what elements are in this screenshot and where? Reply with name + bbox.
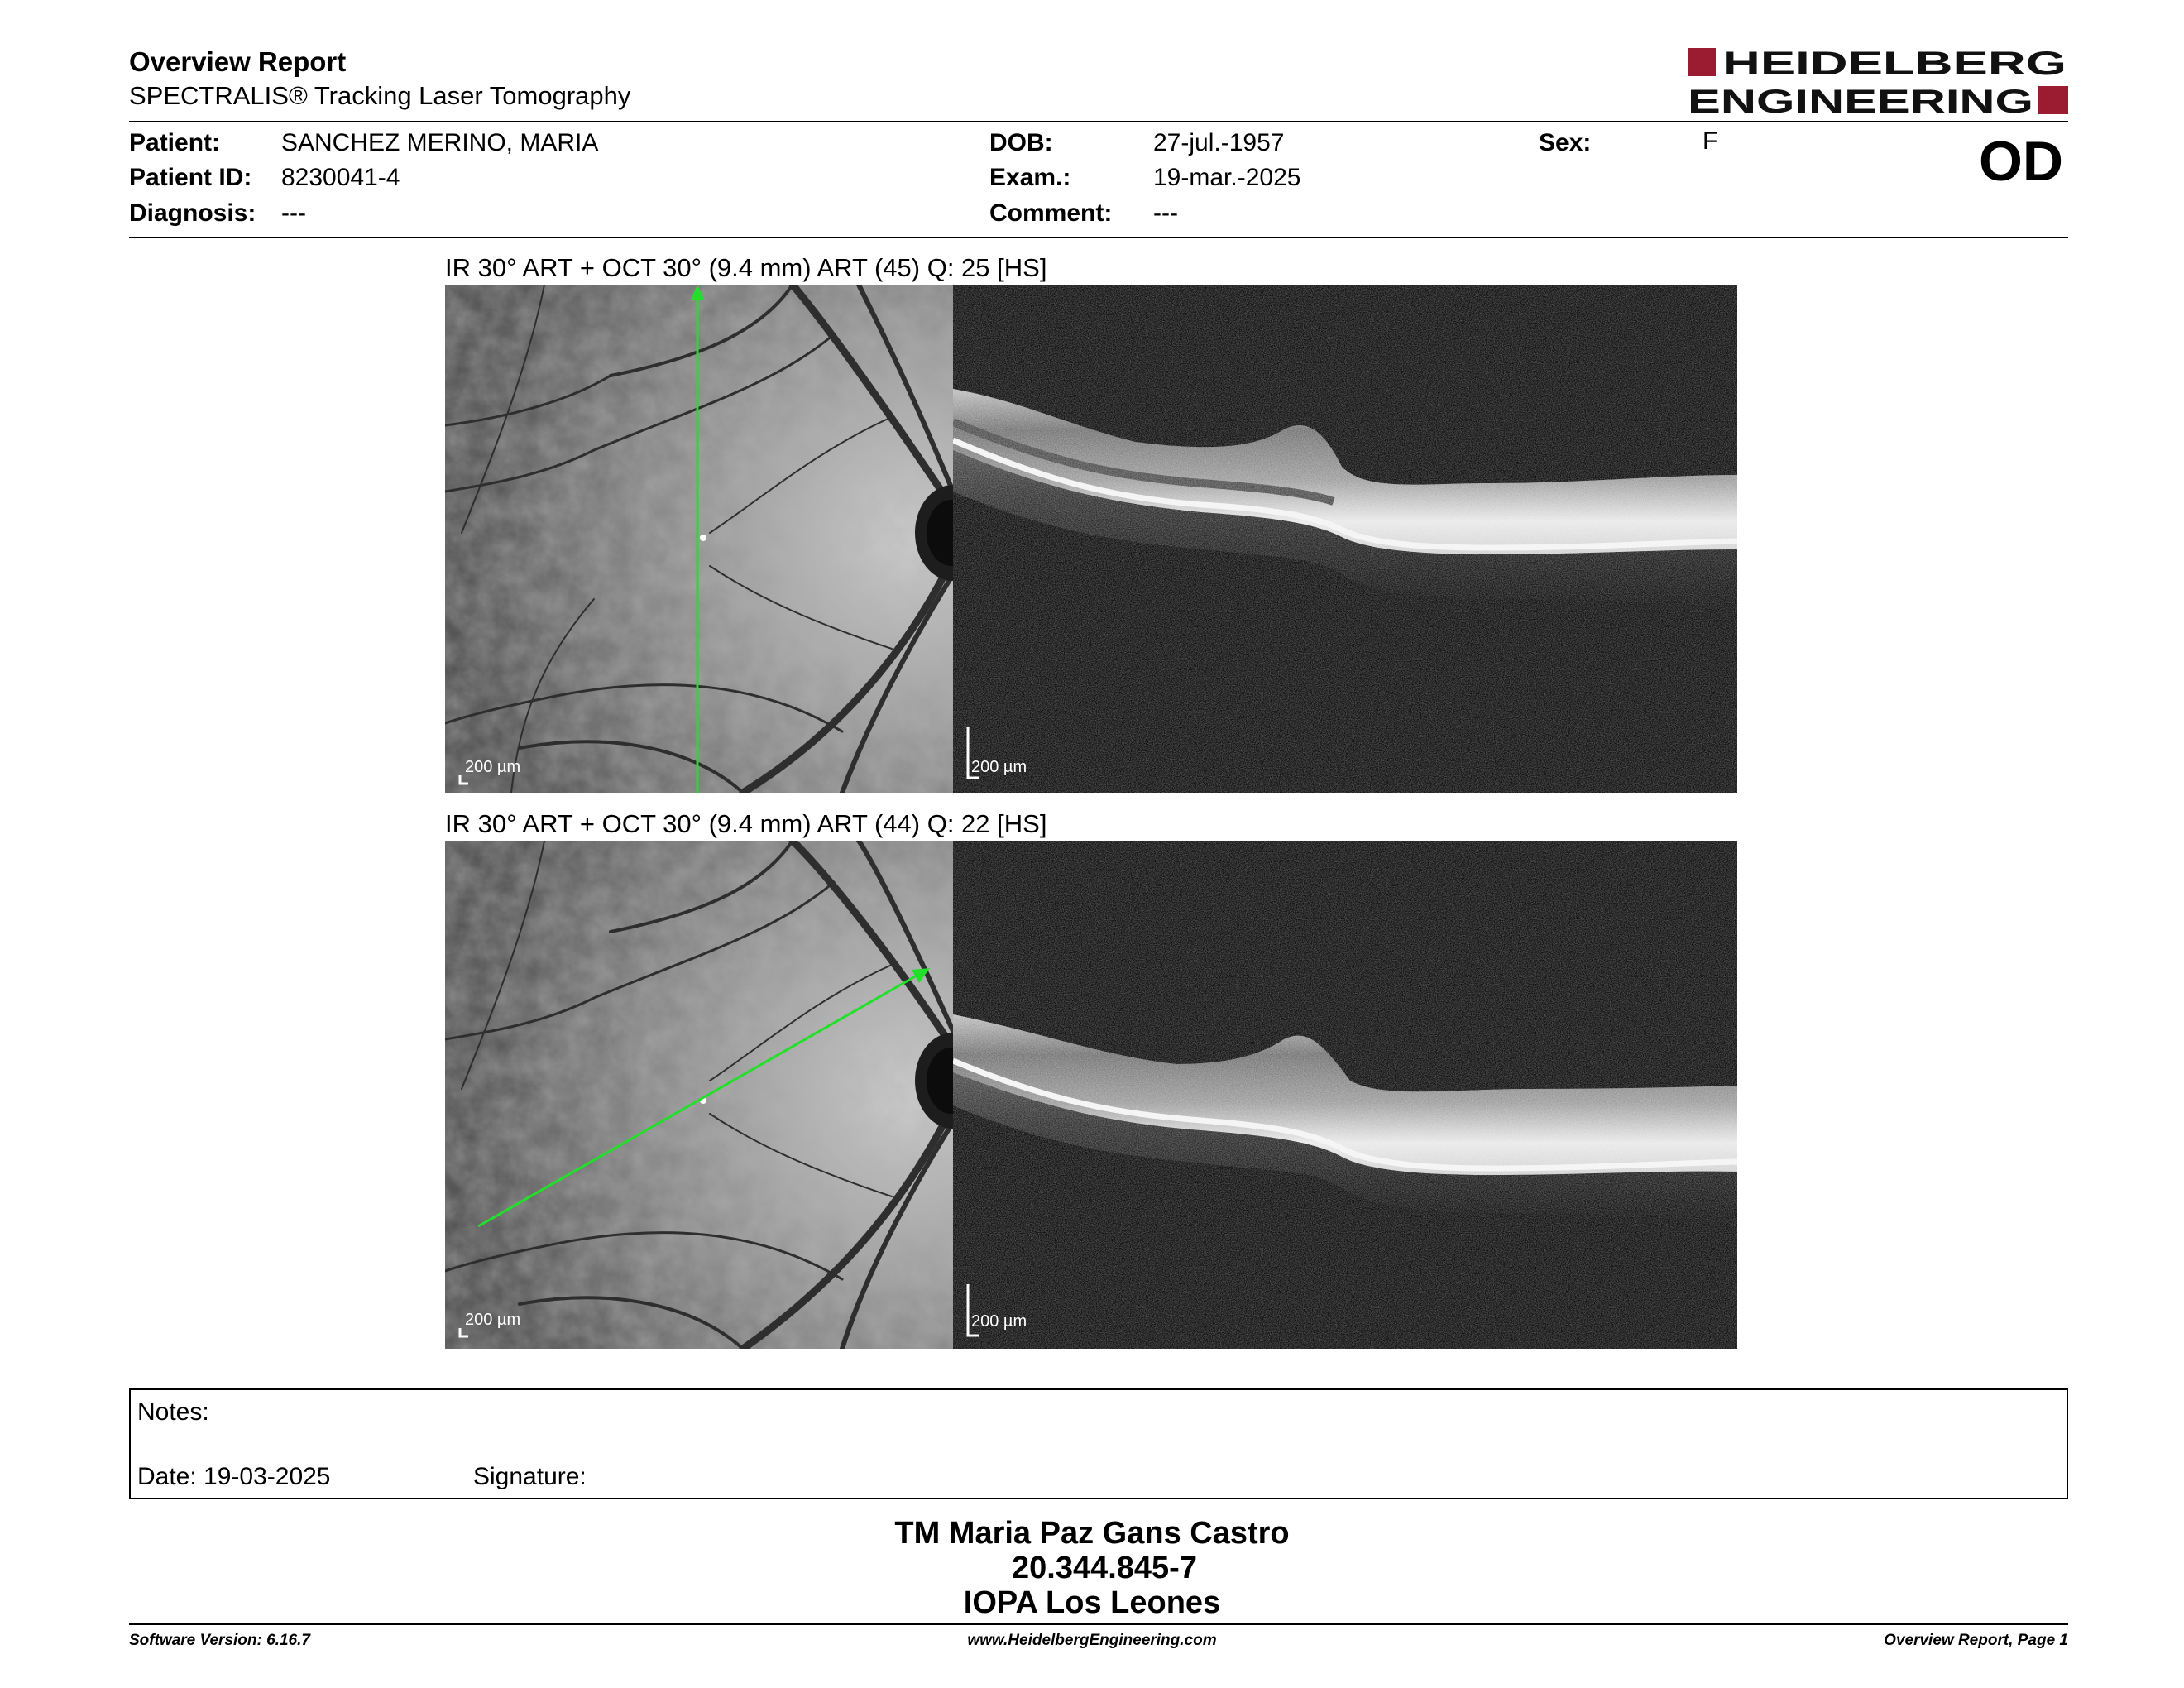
report-title: Overview Report bbox=[129, 46, 347, 77]
notes-box[interactable] bbox=[129, 1388, 2068, 1499]
signature-label: Signature: bbox=[473, 1463, 587, 1490]
scan2-oct-scale: 200 µm bbox=[971, 1312, 1027, 1331]
page-indicator: Overview Report, Page 1 bbox=[1884, 1632, 2068, 1649]
footer-rule bbox=[129, 1623, 2068, 1625]
scan2-title: IR 30° ART + OCT 30° (9.4 mm) ART (44) Q: 22 [HS] bbox=[445, 809, 1047, 838]
eye-indicator: OD bbox=[1979, 130, 2063, 193]
brand-line1: HEIDELBERG bbox=[1722, 46, 2067, 82]
scan1-oct-scale: 200 µm bbox=[971, 758, 1027, 776]
scan1-ir-scale: 200 µm bbox=[465, 758, 521, 776]
scan1-title: IR 30° ART + OCT 30° (9.4 mm) ART (45) Q: 25 [HS] bbox=[445, 253, 1047, 282]
diagnosis-label: Diagnosis: bbox=[129, 199, 256, 227]
scan2-fundus-image bbox=[445, 841, 953, 1349]
sex-label: Sex: bbox=[1539, 129, 1592, 156]
scan2-oct-bscan bbox=[953, 841, 1737, 1349]
report-subtitle: SPECTRALIS® Tracking Laser Tomography bbox=[129, 81, 631, 110]
dob-label: DOB: bbox=[989, 129, 1053, 156]
patient-label: Patient: bbox=[129, 129, 221, 156]
info-rule bbox=[129, 237, 2068, 238]
exam-label: Exam.: bbox=[989, 164, 1071, 191]
signer-name: TM Maria Paz Gans Castro bbox=[894, 1516, 1290, 1551]
software-version: Software Version: 6.16.7 bbox=[129, 1632, 310, 1649]
diagnosis-value: --- bbox=[281, 199, 306, 227]
signer-institution: IOPA Los Leones bbox=[963, 1585, 1221, 1620]
header-rule bbox=[129, 121, 2068, 122]
comment-label: Comment: bbox=[989, 199, 1113, 227]
notes-label: Notes: bbox=[137, 1398, 209, 1426]
website-link[interactable]: www.HeidelbergEngineering.com bbox=[967, 1632, 1217, 1649]
comment-value: --- bbox=[1153, 199, 1178, 227]
date-label: Date: 19-03-2025 bbox=[137, 1463, 331, 1490]
dob-value: 27-jul.-1957 bbox=[1153, 129, 1285, 156]
scan2-ir-scale: 200 µm bbox=[465, 1311, 521, 1329]
sex-value: F bbox=[1703, 127, 1718, 155]
exam-value: 19-mar.-2025 bbox=[1153, 164, 1301, 191]
patient-id: 8230041-4 bbox=[281, 164, 400, 191]
brand-line2: ENGINEERING bbox=[1688, 84, 2033, 116]
scan1-oct-bscan bbox=[953, 285, 1737, 793]
signer-id: 20.344.845-7 bbox=[1012, 1551, 1197, 1585]
scan1-fundus-image bbox=[445, 285, 953, 793]
heidelberg-logo bbox=[1688, 46, 2068, 116]
patient-id-label: Patient ID: bbox=[129, 164, 252, 191]
patient-name: SANCHEZ MERINO, MARIA bbox=[281, 129, 599, 156]
